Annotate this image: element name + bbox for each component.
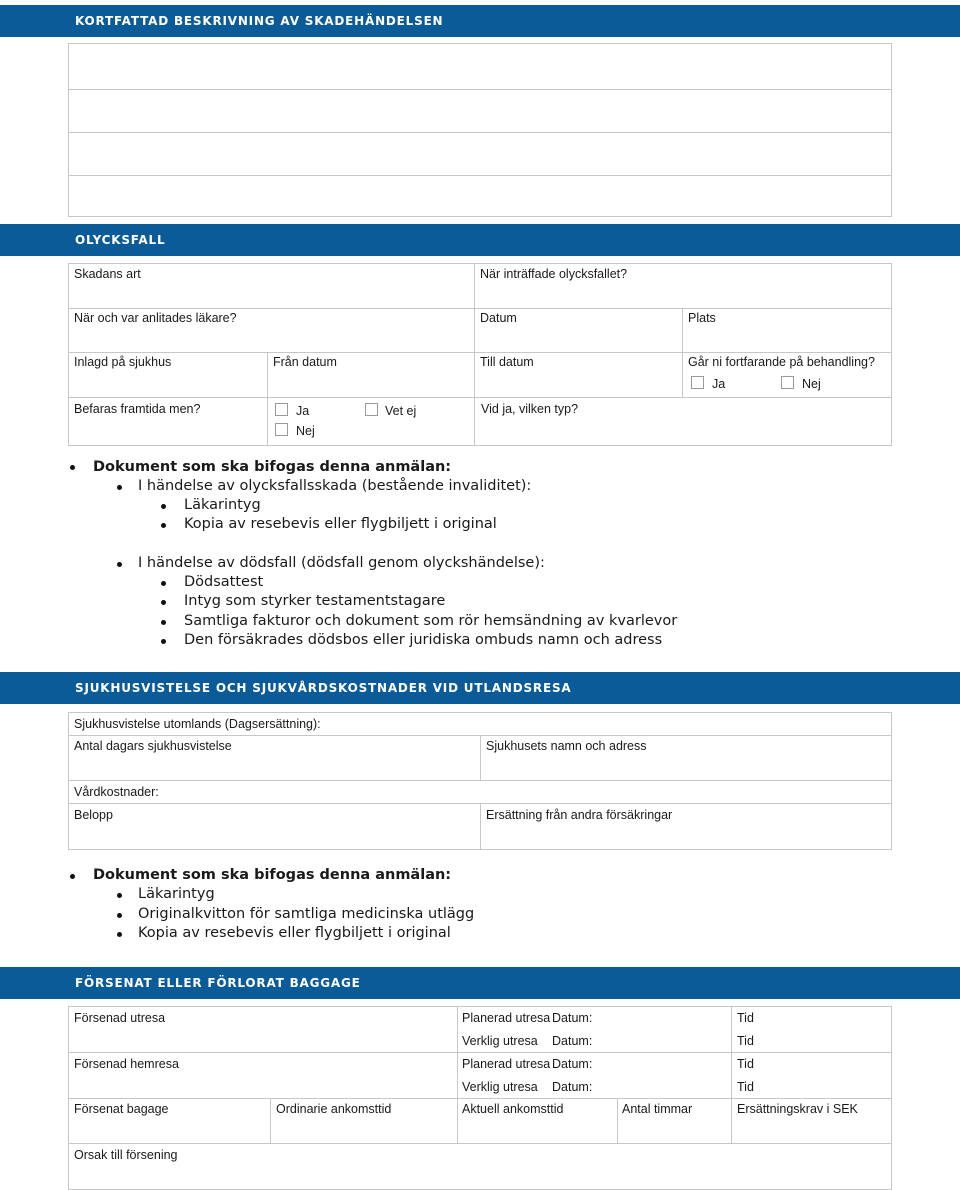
label-men-ja: Ja (296, 404, 310, 418)
checkbox-men-ja[interactable] (275, 403, 288, 416)
label-gar-ni: Går ni fortfarande på behandling? (688, 355, 875, 369)
bullet (117, 562, 122, 567)
label-men-vet-ej: Vet ej (385, 404, 417, 418)
label-datum: Datum: (552, 1080, 593, 1094)
checkbox-behandling-ja[interactable] (691, 376, 704, 389)
label-inlagd: Inlagd på sjukhus (74, 355, 172, 369)
section-header-baggage: FÖRSENAT ELLER FÖRLORAT BAGGAGE (0, 967, 960, 999)
bullet (117, 913, 122, 918)
label-planerad-utresa: Planerad utresa (462, 1011, 551, 1025)
label-fran-datum: Från datum (273, 355, 337, 369)
label-forsenad-utresa: Försenad utresa (74, 1011, 166, 1025)
list-item: Läkarintyg (138, 886, 215, 902)
label-belopp: Belopp (74, 808, 113, 822)
label-men-nej: Nej (296, 424, 315, 438)
docs-heading: Dokument som ska bifogas denna anmälan: (93, 459, 452, 475)
label-datum: Datum: (552, 1057, 593, 1071)
bullet (70, 874, 75, 879)
label-tid: Tid (737, 1080, 754, 1094)
label-till-datum: Till datum (480, 355, 534, 369)
bullet (161, 600, 166, 605)
label-nar-lakare: När och var anlitades läkare? (74, 311, 237, 325)
label-plats: Plats (688, 311, 716, 325)
description-textarea[interactable] (68, 43, 892, 217)
list-item: Dödsattest (184, 574, 264, 590)
label-behandling-ja: Ja (712, 377, 726, 391)
label-verklig-utresa: Verklig utresa (462, 1034, 538, 1048)
bullet (117, 485, 122, 490)
section-header-accident: OLYCKSFALL (0, 224, 960, 256)
label-befaras: Befaras framtida men? (74, 402, 201, 416)
label-sjukhusvistelse: Sjukhusvistelse utomlands (Dagsersättning): (74, 717, 321, 731)
label-ersattning-andra: Ersättning från andra försäkringar (486, 808, 673, 822)
list-item: Kopia av resebevis eller flygbiljett i original (184, 516, 497, 532)
bullet (161, 523, 166, 528)
docs-invaliditet: I händelse av olycksfallsskada (bestående invaliditet): (138, 478, 532, 494)
bullet (70, 465, 75, 470)
label-ersattningskrav: Ersättningskrav i SEK (737, 1102, 858, 1116)
label-datum: Datum: (552, 1034, 593, 1048)
docs-heading: Dokument som ska bifogas denna anmälan: (93, 867, 452, 883)
bullet (161, 620, 166, 625)
label-tid: Tid (737, 1057, 754, 1071)
label-verklig-utresa: Verklig utresa (462, 1080, 538, 1094)
checkbox-behandling-nej[interactable] (781, 376, 794, 389)
label-sjukhusets-namn: Sjukhusets namn och adress (486, 739, 647, 753)
label-antal-dagar: Antal dagars sjukhusvistelse (74, 739, 232, 753)
label-skadans-art: Skadans art (74, 267, 141, 281)
label-planerad-utresa: Planerad utresa (462, 1057, 551, 1071)
label-orsak: Orsak till försening (74, 1148, 178, 1162)
bullet (117, 893, 122, 898)
label-aktuell-ankomsttid: Aktuell ankomsttid (462, 1102, 564, 1116)
label-datum: Datum (480, 311, 517, 325)
list-item: Kopia av resebevis eller flygbiljett i original (138, 925, 451, 941)
list-item: Den försäkrades dödsbos eller juridiska ombuds namn och adress (184, 632, 663, 648)
label-forsenad-hemresa: Försenad hemresa (74, 1057, 179, 1071)
label-ordinarie-ankomsttid: Ordinarie ankomsttid (276, 1102, 392, 1116)
docs-dodsfall: I händelse av dödsfall (dödsfall genom olyckshändelse): (138, 555, 545, 571)
bullet (161, 639, 166, 644)
bullet (161, 504, 166, 509)
label-vid-ja: Vid ja, vilken typ? (481, 402, 579, 416)
bullet (117, 932, 122, 937)
section-header-hospital: SJUKHUSVISTELSE OCH SJUKVÅRDSKOSTNADER VID UTLANDSRESA (0, 672, 960, 704)
list-item: Originalkvitton för samtliga medicinska utlägg (138, 906, 475, 922)
bullet (161, 581, 166, 586)
label-vardkostnader: Vårdkostnader: (74, 785, 159, 799)
list-item: Samtliga fakturor och dokument som rör hemsändning av kvarlevor (184, 613, 678, 629)
label-tid: Tid (737, 1034, 754, 1048)
label-datum: Datum: (552, 1011, 593, 1025)
label-antal-timmar: Antal timmar (622, 1102, 693, 1116)
label-nar-intraffade: När inträffade olycksfallet? (480, 267, 628, 281)
label-tid: Tid (737, 1011, 754, 1025)
list-item: Intyg som styrker testamentstagare (184, 593, 446, 609)
list-item: Läkarintyg (184, 497, 261, 513)
label-forsenat-bagage: Försenat bagage (74, 1102, 169, 1116)
checkbox-men-vet-ej[interactable] (365, 403, 378, 416)
label-behandling-nej: Nej (802, 377, 821, 391)
section-header-description: KORTFATTAD BESKRIVNING AV SKADEHÄNDELSEN (0, 5, 960, 37)
checkbox-men-nej[interactable] (275, 423, 288, 436)
